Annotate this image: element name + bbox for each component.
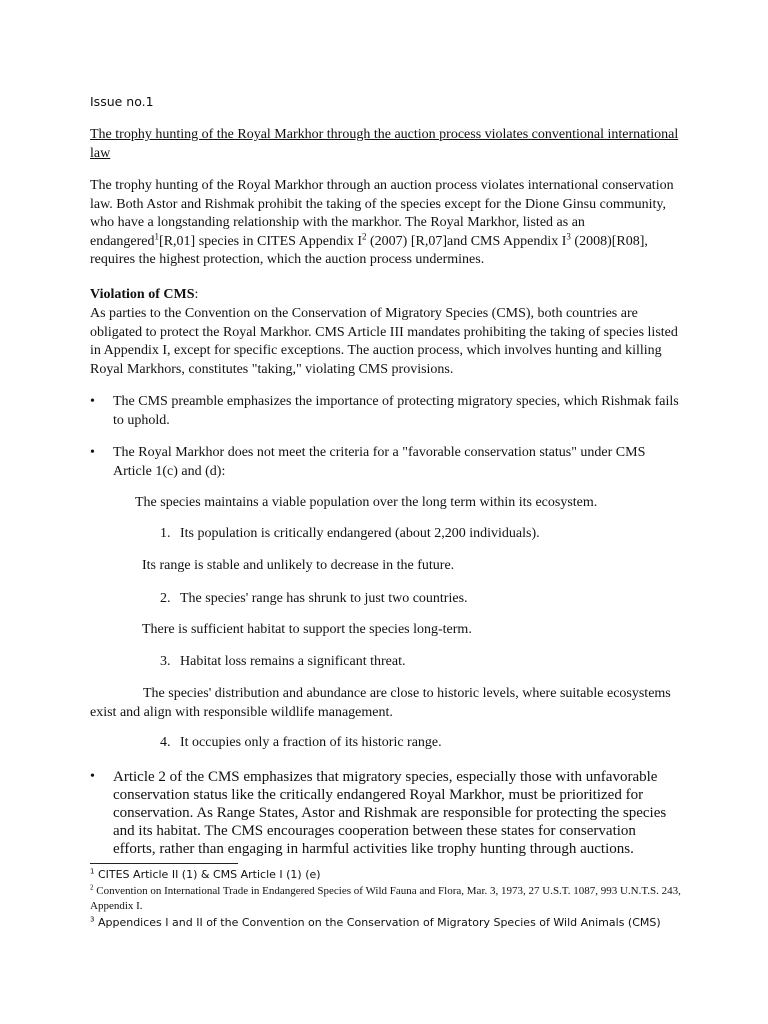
footnote-mark: 3 <box>90 915 95 924</box>
footnote-2 <box>90 884 690 914</box>
finding-number: 3. <box>160 654 171 669</box>
bullet-item <box>90 444 680 481</box>
criterion-statement: Its range is stable and unlikely to decrease in the future. <box>142 558 455 573</box>
footnote-mark: 2 <box>90 883 94 892</box>
criterion-statement: The species maintains a viable population over the long term within its ecosystem. <box>135 495 598 510</box>
footnote-1 <box>90 867 690 882</box>
intro-text-1: The trophy hunting of the Royal Markhor through an auction process violates international conservation law. Both Astor and Rishmak prohibit the taking of the species except for the Dione Ginsu community, who have a longstanding relationship with the markhor. The Royal Markhor, listed as an endangered <box>90 178 674 249</box>
finding-number: 4. <box>160 735 171 750</box>
violation-title: Violation of CMS <box>90 287 195 302</box>
violation-paragraph: As parties to the Convention on the Conservation of Migratory Species (CMS), both countries are obligated to protect the Royal Markhor. CMS Article III mandates prohibiting the taking of species listed in Appendix I, except for specific exceptions. The auction process, which involves hunting and killing Royal Markhors, constitutes "taking," violating CMS provisions. <box>90 306 678 377</box>
intro-text-3: (2007) [R,07]and CMS Appendix I <box>366 233 567 249</box>
violation-colon: : <box>194 287 199 302</box>
footnote-3 <box>90 915 690 930</box>
criterion-finding <box>160 590 468 609</box>
footnote-ref-2[interactable]: 2 <box>362 230 367 241</box>
bullet-text: The CMS preamble emphasizes the importance of protecting migratory species, which Rishmak fails to uphold. <box>113 394 679 428</box>
bullet-item <box>90 393 680 430</box>
criterion-finding <box>160 525 540 544</box>
footnote-text: Convention on International Trade in Endangered Species of Wild Fauna and Flora, Mar. 3, 1973, 27 U.S.T. 1087, 993 U.N.T.S. 243, Appendix I. <box>90 885 681 912</box>
footnote-mark: 1 <box>90 867 95 876</box>
bullet-dot: • <box>90 394 95 409</box>
intro-text-4: (2008)[R08], requires the highest protection, which the auction process undermines. <box>90 233 648 267</box>
footnote-ref-1[interactable]: 1 <box>154 230 160 241</box>
issue-label: Issue no.1 <box>90 94 154 109</box>
finding-number: 2. <box>160 591 171 606</box>
criterion-finding <box>160 734 442 753</box>
criterion-statement: The species' distribution and abundance are close to historic levels, where suitable ecosystems exist and align with responsible wildlife management. <box>90 686 671 720</box>
footnote-ref-3[interactable]: 3 <box>566 230 571 241</box>
intro-paragraph <box>90 177 680 270</box>
criterion-statement: There is sufficient habitat to support the species long-term. <box>142 622 472 637</box>
finding-text: The species' range has shrunk to just two countries. <box>180 591 468 606</box>
criterion-finding <box>160 653 406 672</box>
violation-heading <box>90 286 198 305</box>
footnote-text: Appendices I and II of the Convention on the Conservation of Migratory Species of Wild Animals (CMS) <box>94 916 661 929</box>
bullet-dot: • <box>90 769 95 784</box>
bullet-dot: • <box>90 445 95 460</box>
intro-text-2: [R,01] species in CITES Appendix I <box>159 233 363 249</box>
bullet-item <box>90 768 680 858</box>
footnote-separator <box>90 863 238 864</box>
footnote-text: CITES Article II (1) & CMS Article I (1) (e) <box>94 868 321 881</box>
finding-text: It occupies only a fraction of its historic range. <box>180 735 442 750</box>
section-heading: The trophy hunting of the Royal Markhor through the auction process violates conventional international law <box>90 127 679 161</box>
bullet-text: The Royal Markhor does not meet the criteria for a "favorable conservation status" under CMS Article 1(c) and (d): <box>113 445 646 479</box>
finding-text: Its population is critically endangered (about 2,200 individuals). <box>180 526 540 541</box>
finding-number: 1. <box>160 526 171 541</box>
finding-text: Habitat loss remains a significant threat. <box>180 654 406 669</box>
bullet-text: Article 2 of the CMS emphasizes that migratory species, especially those with unfavorable conservation status like the critically endangered Royal Markhor, must be prioritized for conservation. As Range States, Astor and Rishmak are responsible for protecting the species and its habitat. The CMS encourages cooperation between these states for conservation efforts, rather than engaging in harmful activities like trophy hunting through auctions. <box>113 769 667 857</box>
